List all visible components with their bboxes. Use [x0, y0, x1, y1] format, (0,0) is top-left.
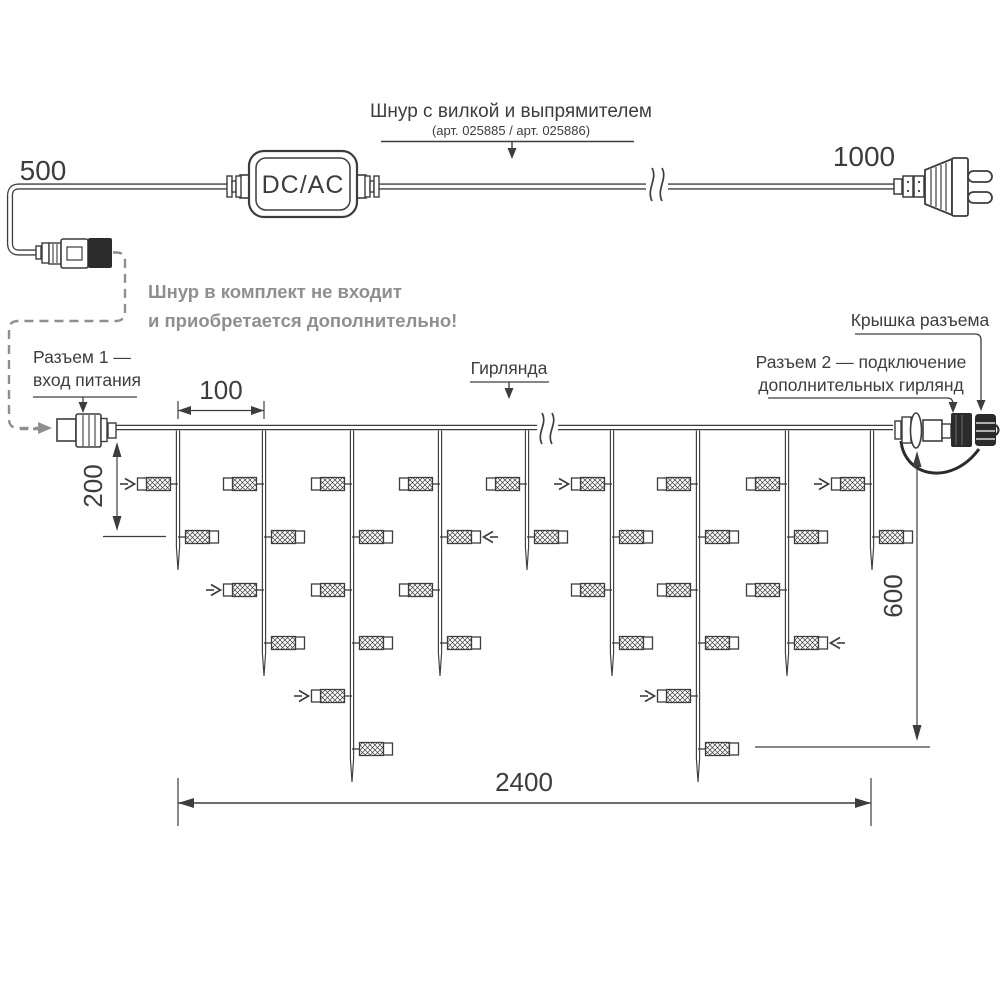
dim-500-label: 500: [19, 155, 67, 186]
garland-connector1: [57, 414, 116, 447]
drop-wire: [785, 431, 788, 677]
garland-label: Гирлянда: [470, 358, 548, 378]
lamp-body: [535, 531, 559, 544]
lamp-body: [667, 478, 691, 491]
lamp-body: [841, 478, 865, 491]
drop-wire: [176, 431, 179, 571]
dim-2400-label: 2400: [495, 767, 553, 797]
lamp-socket: [224, 584, 233, 596]
lamp-socket: [730, 743, 739, 755]
lamp-body: [756, 584, 780, 597]
lamp-socket: [747, 584, 756, 596]
lamp-socket: [472, 531, 481, 543]
lamp-body: [409, 478, 433, 491]
lamp-body: [706, 743, 730, 756]
lamp-body: [496, 478, 520, 491]
cord-bobbin-right: [365, 176, 379, 197]
note-line1: Шнур в комплект не входит: [148, 281, 402, 302]
arrow-down-icon: [949, 402, 958, 413]
plug-pin-top: [968, 171, 992, 182]
arrow-down-icon: [977, 400, 986, 411]
lamp-socket: [819, 531, 828, 543]
lamp-body: [233, 584, 257, 597]
lamp-socket: [210, 531, 219, 543]
drop-wire: [696, 431, 699, 783]
lamp-socket: [312, 478, 321, 490]
dim-2400: [178, 767, 871, 826]
dim-100-label: 100: [199, 375, 243, 405]
lamp-body: [147, 478, 171, 491]
lamp-socket: [730, 531, 739, 543]
lamp-socket: [312, 690, 321, 702]
drop-wire: [525, 431, 528, 571]
connector1-label-line1: Разъем 1 —: [33, 347, 131, 367]
cord-end-connector: [36, 238, 112, 268]
lamp-socket: [138, 478, 147, 490]
lamp-socket: [819, 637, 828, 649]
lamp-body: [581, 584, 605, 597]
lamp-socket: [832, 478, 841, 490]
lamp-socket: [658, 584, 667, 596]
lamp-body: [272, 531, 296, 544]
drop-wire: [610, 431, 613, 677]
drop-wire: [870, 431, 873, 571]
connector-cap: [975, 414, 999, 446]
mains-plug: [894, 158, 992, 216]
dim-600-label: 600: [878, 574, 908, 618]
plug-pin-bottom: [968, 192, 992, 203]
dcac-converter-box: [227, 151, 379, 217]
lamp-socket: [296, 531, 305, 543]
lamp-body: [795, 637, 819, 650]
lamp-socket: [400, 584, 409, 596]
lamp-body: [581, 478, 605, 491]
lamp-socket: [658, 478, 667, 490]
connector1-label-line2: вход питания: [33, 370, 141, 390]
garland-connector2: [895, 413, 999, 473]
dim-600: [755, 451, 930, 747]
dashed-arrow-icon: [38, 422, 52, 434]
lamp-socket: [312, 584, 321, 596]
lamp-socket: [559, 531, 568, 543]
lamp-body: [667, 690, 691, 703]
lamp-body: [321, 690, 345, 703]
lamp-body: [321, 478, 345, 491]
garland-assembly: [20, 310, 999, 826]
lamp-body: [880, 531, 904, 544]
cord-break-icon: [650, 168, 663, 201]
lamp-body: [620, 531, 644, 544]
lamp-body: [360, 531, 384, 544]
arrow-down-icon: [505, 388, 514, 399]
lamp-body: [321, 584, 345, 597]
lamp-body: [360, 637, 384, 650]
dim-200-label: 200: [78, 464, 108, 508]
garland-drops-layer: [120, 431, 913, 783]
arrow-down-icon: [508, 148, 517, 159]
lamp-body: [409, 584, 433, 597]
lamp-socket: [384, 531, 393, 543]
note-line2: и приобретается дополнительно!: [148, 310, 458, 331]
dim-1000-label: 1000: [832, 141, 896, 172]
lamp-socket: [747, 478, 756, 490]
lamp-socket: [658, 690, 667, 702]
lamp-body: [706, 637, 730, 650]
drop-wire: [350, 431, 353, 783]
dim-100: [178, 375, 264, 419]
dashed-connection-path: [9, 253, 125, 429]
lamp-socket: [384, 743, 393, 755]
cord-connector-black-cap: [88, 238, 112, 268]
drop-wire: [438, 431, 441, 677]
drop-wire: [262, 431, 265, 677]
connector1-callout: [33, 347, 141, 413]
garland-break-icon: [540, 413, 553, 444]
lamp-body: [272, 637, 296, 650]
lamp-socket: [644, 637, 653, 649]
connector2-callout: [756, 352, 967, 413]
lamp-body: [706, 531, 730, 544]
garland-callout: [470, 358, 549, 399]
lamp-body: [233, 478, 257, 491]
lamp-socket: [384, 637, 393, 649]
lamp-socket: [472, 637, 481, 649]
connector2-label-line1: Разъем 2 — подключение: [755, 352, 967, 372]
lamp-body: [448, 637, 472, 650]
lamp-socket: [730, 637, 739, 649]
lamp-socket: [644, 531, 653, 543]
lamp-socket: [572, 584, 581, 596]
cord-title-callout: [370, 101, 652, 159]
lamp-socket: [487, 478, 496, 490]
lamp-socket: [224, 478, 233, 490]
cord-bobbin-left: [227, 176, 241, 197]
dcac-label: DC/AC: [261, 171, 345, 199]
lamp-socket: [904, 531, 913, 543]
cap-label: Крышка разъема: [850, 310, 990, 330]
lamp-body: [795, 531, 819, 544]
cord-note: [148, 281, 457, 331]
arrow-down-icon: [79, 402, 88, 413]
lamp-body: [620, 637, 644, 650]
cord-subtitle: (арт. 025885 / арт. 025886): [431, 123, 591, 138]
cord-title: Шнур с вилкой и выпрямителем: [370, 101, 652, 122]
lamp-socket: [572, 478, 581, 490]
lamp-socket: [296, 637, 305, 649]
lamp-body: [448, 531, 472, 544]
lamp-body: [360, 743, 384, 756]
lamp-body: [667, 584, 691, 597]
lamp-body: [186, 531, 210, 544]
lamp-socket: [400, 478, 409, 490]
lamp-body: [756, 478, 780, 491]
connector2-body: [951, 413, 972, 447]
connector2-label-line2: дополнительных гирлянд: [758, 375, 964, 395]
